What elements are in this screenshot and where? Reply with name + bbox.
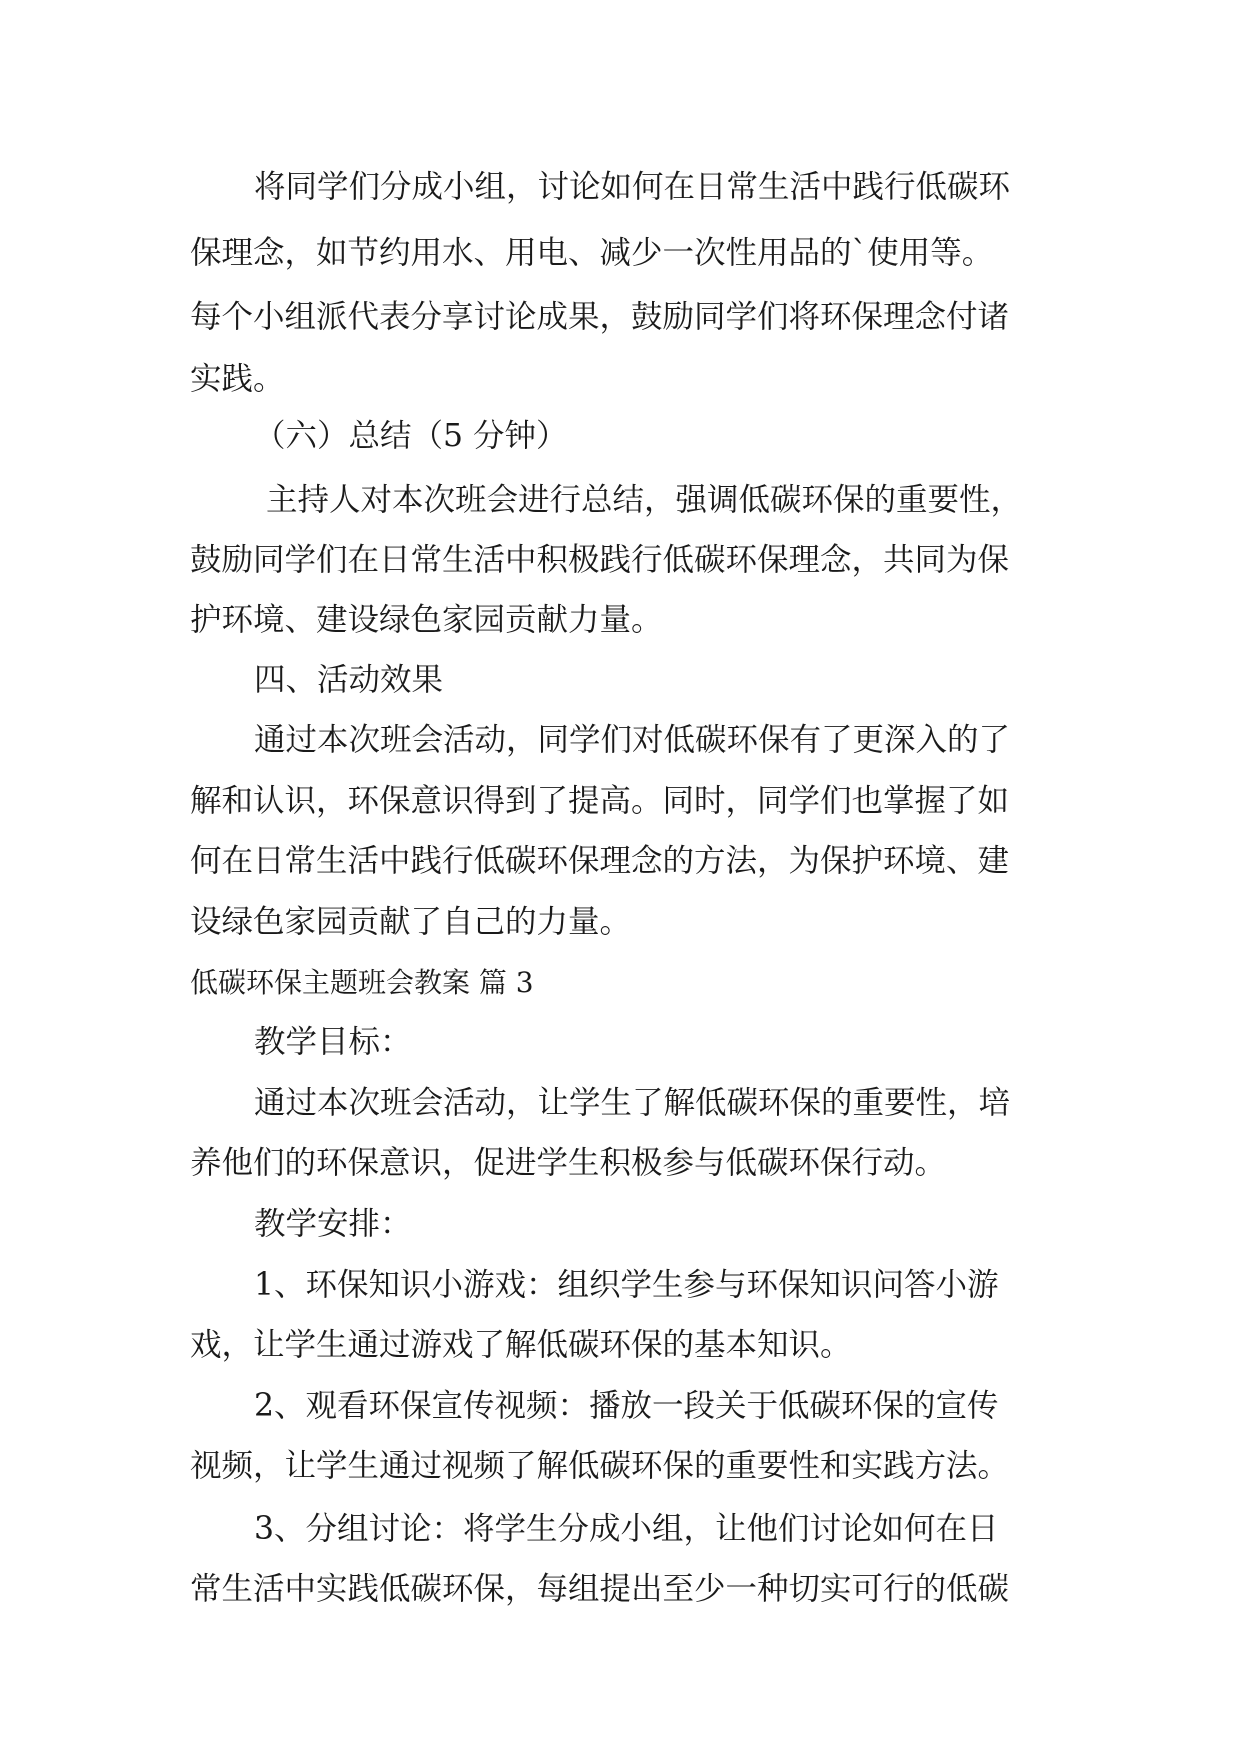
text-line: 养他们的环保意识，促进学生积极参与低碳环保行动。 (190, 1145, 947, 1181)
text-line: 通过本次班会活动，让学生了解低碳环保的重要性，培 (254, 1085, 1011, 1121)
text-line: 3、分组讨论：将学生分成小组，让他们讨论如何在日 (254, 1511, 999, 1547)
text-line: 何在日常生活中践行低碳环保理念的方法，为保护环境、建 (190, 843, 1010, 879)
text-line: 护环境、建设绿色家园贡献力量。 (190, 602, 663, 638)
section-heading: 教学安排： (254, 1206, 412, 1242)
text-line: 2、观看环保宣传视频：播放一段关于低碳环保的宣传 (254, 1388, 999, 1424)
text-line: 视频，让学生通过视频了解低碳环保的重要性和实践方法。 (190, 1448, 1010, 1484)
section-heading: （六）总结（5 分钟） (254, 418, 568, 454)
section-heading: 教学目标： (254, 1024, 412, 1060)
text-line: 设绿色家园贡献了自己的力量。 (190, 904, 632, 940)
section-heading: 四、活动效果 (254, 662, 444, 698)
text-line: 主持人对本次班会进行总结，强调低碳环保的重要性， (266, 482, 1023, 518)
text-line: 鼓励同学们在日常生活中积极践行低碳环保理念，共同为保 (190, 542, 1010, 578)
text-line: 戏，让学生通过游戏了解低碳环保的基本知识。 (190, 1327, 852, 1363)
text-line: 每个小组派代表分享讨论成果，鼓励同学们将环保理念付诸 (190, 299, 1010, 335)
text-line: 常生活中实践低碳环保，每组提出至少一种切实可行的低碳 (190, 1571, 1010, 1607)
text-line: 解和认识，环保意识得到了提高。同时，同学们也掌握了如 (190, 783, 1010, 819)
article-title: 低碳环保主题班会教案 篇 3 (190, 966, 534, 999)
text-line: 将同学们分成小组，讨论如何在日常生活中践行低碳环 (254, 169, 1011, 205)
text-line: 通过本次班会活动，同学们对低碳环保有了更深入的了 (254, 722, 1011, 758)
text-line: 保理念，如节约用水、用电、减少一次性用品的`使用等。 (190, 235, 994, 271)
text-line: 实践。 (190, 361, 285, 397)
text-line: 1、环保知识小游戏：组织学生参与环保知识问答小游 (254, 1267, 999, 1303)
